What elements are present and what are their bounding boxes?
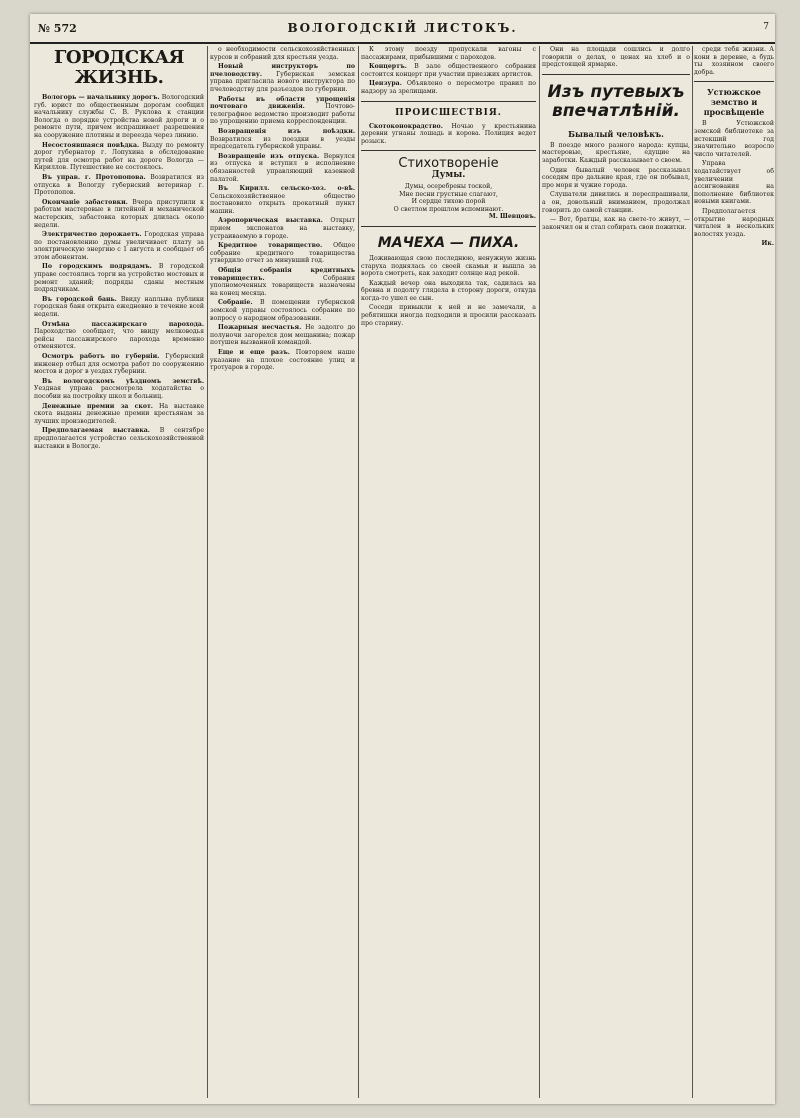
divider (361, 101, 536, 102)
news-paragraph (361, 255, 536, 278)
paragraph-text: Общее собрание кредитного товарищества утвердило отчет за минувший год. (210, 242, 355, 265)
paragraph-text: Предполагается открытие народных читален в нескольких волостях уезда. (694, 207, 774, 238)
paragraph-lead: Отмѣна пассажирскаго парохода. (42, 320, 204, 328)
paragraph-text: Возвратился из поездки в уезды председатель губернской управы. (210, 135, 355, 151)
paragraph-text: Вернулся из отпуска и вступил в исполнение обязанностей управляющий казенной палатой. (210, 152, 355, 183)
paragraph-text: о необходимости сельскохозяйственных курсов и собраний для крестьян уезда. (210, 46, 355, 61)
paragraph-text: Один бывалый человек рассказывал соседям про дальние края, где он побывал, про моря и чужие города. (542, 166, 690, 189)
paragraph-lead: По городскимъ подрядамъ. (42, 263, 152, 271)
paragraph-lead: Въ городской бань. (42, 295, 117, 303)
incident-item: Скотоконокрадство. Ночью у крестьянина деревни угнаны лошадь и корова. Полиция ведет розыск. (361, 122, 536, 145)
news-paragraph (34, 427, 204, 450)
paragraph-lead: Цензура. (369, 80, 402, 88)
news-paragraph (34, 263, 204, 293)
column-2 (210, 46, 355, 1098)
paragraph-text: Губернский инженер отбыл для осмотра работ по сооружению мостов и дорог в уездах губернии. (34, 353, 204, 376)
news-paragraph (34, 296, 204, 319)
paragraph-lead: Кредитное товарищество. (218, 242, 323, 250)
paragraph-text: В поезде много разного народа: купцы, мастеровые, крестьяне, едущие на заработки. Каждый рассказывает о своем. (542, 141, 690, 164)
news-list (210, 46, 355, 372)
travel-subtitle: Бывалый человѣкъ. (568, 128, 664, 139)
news-list (694, 46, 774, 76)
paragraph-lead: Предполагаемая выставка. (42, 427, 150, 435)
paragraph-text: Ввиду наплыва публики городская баня открыта ежедневно в течение всей недели. (34, 295, 204, 319)
poem-author: М. Шевцовъ. (488, 213, 536, 221)
news-paragraph (34, 353, 204, 376)
paragraph-text: Уездная управа рассмотрела ходатайства о пособии на постройку школ и больниц. (34, 385, 204, 400)
news-paragraph (210, 242, 355, 265)
paragraph-text: Открыт прием экспонатов на выставку, устраиваемую в городе. (210, 217, 355, 240)
poem-line: О светлом прошлом вспоминают. (393, 205, 504, 213)
paragraph-text: Слушатели дивились и переспрашивали, а он, довольный вниманием, продолжал говорить до самой станции. (542, 191, 690, 214)
news-paragraph (694, 46, 774, 76)
paragraph-text: среди тебя жизни. А кони в деревне, а будь ты хозяином своего добра. (694, 46, 774, 76)
news-list (542, 46, 690, 69)
news-paragraph (210, 299, 355, 322)
paragraph-text: Губернская земская управа пригласила нового инструктора по пчеловодству для разъездов по губернии. (210, 70, 355, 93)
news-paragraph (361, 280, 536, 303)
column-3 (361, 46, 536, 1098)
paragraph-lead: Денежные премии за скот. (42, 402, 153, 410)
paragraph-text: Городская управа по постановлению думы увеличивает плату за электрическую энергию с 1 августа и сообщает об этом абонентам. (34, 231, 204, 261)
paragraph-text: В городской управе состоялись торги на устройство мостовых и ремонт зданий; подряды сданы местным подрядчикам. (34, 263, 204, 294)
news-paragraph (34, 174, 204, 197)
incidents-title: ПРОИСШЕСТВІЯ. (395, 107, 502, 118)
paragraph-lead: Работы въ области упрощенія почтоваго движенія. (210, 95, 355, 111)
news-paragraph (34, 142, 204, 172)
news-paragraph (361, 63, 536, 78)
paragraph-text: К этому поезду пропускали вагоны с пассажирами, прибывшими с пароходов. (361, 46, 536, 61)
paragraph-text: Они на площади сошлись и долго говорили о делах, о ценах на хлеб и о предстоящей ярмарке. (542, 46, 690, 69)
paragraph-text: В сентябре предполагается устройство сельскохозяйственной выставки в Вологде. (34, 427, 204, 450)
paragraph-lead: Въ управ. г. Протопопова. (42, 173, 146, 181)
news-paragraph (694, 208, 774, 238)
news-list (34, 94, 204, 450)
paragraph-text: Соседи привыкли к ней и не замечали, а ребятишки иногда подходили и просили рассказать про старину. (361, 304, 536, 327)
paragraph-text: Не задолго до полуночи загорелся дом мещанина; пожар потушен вызванной командой. (210, 324, 355, 347)
paragraph-text: В Устюжской земской библиотеке за истекший год значительно возросло число читателей. (694, 120, 774, 158)
paragraph-text: Вызду по ремонту дорог губернатор г. Лопухина в обследование путей для осмотра работ на дороге Вологда — Кириллов. Путешествие не состоялось. (34, 141, 204, 172)
feuilleton-title: МАЧЕХА — ПИХА. (377, 234, 520, 251)
news-paragraph (210, 185, 355, 215)
news-paragraph (694, 160, 774, 206)
news-paragraph (542, 216, 690, 231)
paragraph-text: В зале общественного собрания состоится концерт при участии приезжих артистов. (361, 63, 536, 78)
paragraph-text: Сельскохозяйственное общество постановило открыть прокатный пункт машин. (210, 192, 355, 215)
paragraph-lead: Еще и еще разъ. (218, 348, 290, 356)
news-paragraph (542, 46, 690, 69)
column-divider (358, 46, 359, 1098)
news-paragraph (210, 63, 355, 93)
column-divider (692, 46, 693, 1098)
paragraph-lead: Въ Кирилл. сельско-хоз. о-вѣ. (218, 185, 355, 193)
paragraph-lead: Возвращеніе изъ отпуска. (218, 152, 320, 160)
masthead: ВОЛОГОДСКІЙ ЛИСТОКЪ. (287, 21, 518, 35)
corner-mark: 7 (763, 22, 769, 32)
paragraph-lead: Окончаніе забастовки. (42, 198, 128, 206)
paragraph-text: Каждый вечер она выходила так, садилась на бревна и подолгу глядела в сторону дороги, откуда когда-то ушел ее сын. (361, 279, 536, 302)
paragraph-lead: Пожарныя несчастья. (218, 324, 302, 332)
divider (361, 226, 536, 227)
paragraph-lead: Въ вологодскомъ уѣздномъ земствѣ. (42, 377, 204, 385)
news-paragraph (34, 321, 204, 351)
paragraph-text: Доживающая свою последнюю, ненужную жизнь старуха поднялась со своей скамьи и вышла за ворота смотреть, как заходит солнце над рекой. (361, 254, 536, 278)
paragraph-text: Управа ходатайствует об увеличении ассигнования на пополнение библиотек новыми книгами. (694, 160, 774, 206)
news-paragraph (361, 46, 536, 61)
poem-line: Мне песни грустные слагают, (399, 190, 498, 198)
page-header (30, 20, 775, 44)
divider (361, 150, 536, 151)
news-paragraph (210, 96, 355, 126)
column-divider (207, 46, 208, 1098)
poem-line: Думы, осеребрены тоской, (404, 182, 493, 190)
poem-name: Думы. (431, 170, 466, 181)
paragraph-lead: Осмотръ работъ по губерніи. (42, 353, 160, 360)
news-paragraph (210, 324, 355, 347)
paragraph-lead: Несостоявшаяся повѣдка. (42, 141, 140, 149)
column-5 (694, 46, 774, 1098)
column-1 (34, 46, 204, 1098)
page-number: № 572 (38, 22, 77, 35)
paragraph-text: Почтово-телеграфное ведомство производит работы по упрощению приема корреспонденции. (210, 103, 355, 126)
news-paragraph (34, 94, 204, 140)
news-paragraph (361, 80, 536, 95)
news-list (361, 46, 536, 96)
news-paragraph (34, 403, 204, 426)
divider (694, 81, 774, 82)
news-paragraph (210, 128, 355, 151)
paragraph-text: Вологодский губ. юрист по общественным дорогам сообщил начальнику службы С. В. Руклова к станции Вологда о порядке устройства новой дороги и о ремонте пути, причем испрашивает разрешения на сооружение плотины и переезда через линию. (34, 94, 204, 139)
news-paragraph (210, 153, 355, 183)
paragraph-lead: Электричество дорожаетъ. (42, 231, 142, 239)
paragraph-lead: Аэропорическая выставка. (218, 217, 323, 225)
poem-title: Стихотвореніе (398, 156, 499, 172)
paragraph-text: — Вот, братцы, как на свете-то живут, — закончил он и стал собирать свои пожитки. (542, 216, 690, 231)
paragraph-lead: Вологорь — начальнику дорогъ. (42, 94, 160, 101)
column-4 (542, 46, 690, 1098)
paragraph-text: Собрания уполномоченных товариществ назначены на конец месяца. (210, 274, 355, 297)
news-paragraph (34, 199, 204, 229)
paragraph-text: Повторяем наше указание на плохое состояние улиц и тротуаров в городе. (210, 348, 355, 372)
paragraph-lead: Собраніе. (218, 299, 253, 307)
paragraph-text: Вчера приступили к работам мастеровые в литейной и механической мастерских, забастовка которых длилась около недели. (34, 198, 204, 229)
news-paragraph (361, 304, 536, 327)
paragraph-text: В помещении губернской земской управы состоялось собрание по вопросу о народном образовании. (210, 299, 355, 322)
paragraph-lead: Возвращенія изъ поѣздки. (218, 127, 355, 135)
paragraph-text: Пароходство сообщает, что ввиду мелководья рейсы пассажирского парохода временно отменяются. (34, 328, 204, 351)
poem-lines (361, 183, 536, 213)
section-title: ГОРОДСКАЯ ЖИЗНЬ. (53, 47, 185, 88)
news-paragraph (210, 217, 355, 240)
news-paragraph (34, 231, 204, 261)
feuilleton-text (361, 255, 536, 327)
paragraph-lead: Общія собранія кредитныхъ товариществъ. (210, 267, 355, 282)
travel-text (542, 142, 690, 232)
zemstvo-text (694, 120, 774, 238)
news-paragraph (694, 120, 774, 158)
paragraph-lead: Новый инструкторъ по пчеловодству. (210, 63, 355, 78)
news-paragraph (542, 167, 690, 190)
news-paragraph (210, 267, 355, 297)
travel-section-title: Изъ путевыхъ впечатлѣній. (547, 81, 685, 121)
divider (542, 74, 690, 75)
paragraph-text: Объявлено о пересмотре правил по надзору за зрелищами. (361, 80, 536, 95)
newspaper-page (30, 14, 775, 1104)
paragraph-text: Возвратился из отпуска в Вологду губернский ветеринар г. Протопопов. (34, 173, 204, 197)
paragraph-lead: Концертъ. (369, 63, 407, 71)
paragraph-text: На выставке скота выданы денежные премии крестьянам за лучших производителей. (34, 402, 204, 425)
zemstvo-section-title: Устюжское земство и просвѣщеніе (703, 87, 765, 118)
column-divider (539, 46, 540, 1098)
signature: Ик. (761, 240, 774, 248)
news-paragraph (34, 378, 204, 401)
news-paragraph (542, 191, 690, 214)
poem-line: И сердце тихою порой (411, 198, 486, 206)
news-paragraph (210, 46, 355, 61)
news-paragraph (210, 349, 355, 372)
news-paragraph (542, 142, 690, 165)
